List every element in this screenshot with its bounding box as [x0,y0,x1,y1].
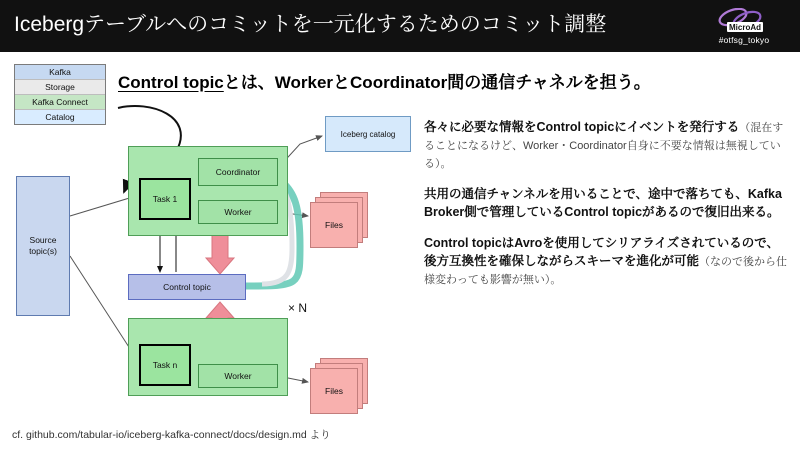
paragraph-1-bold: 各々に必要な情報をControl topicにイベントを発行する [424,120,740,134]
node-control-topic [128,274,246,300]
microad-logo-icon [713,8,775,34]
architecture-diagram [0,96,415,426]
lead-rest: とは、WorkerとCoordinator間の通信チャネルを担う。 [223,73,651,92]
file-card-label: Files [310,368,358,414]
logo-hashtag: #otfsg_tokyo [718,34,770,45]
node-task-1-label: Task 1 [152,194,178,204]
node-iceberg-catalog-label: Iceberg catalog [340,129,396,139]
file-card-label: Files [310,202,358,248]
node-task-n [139,344,191,386]
explanation-column [424,118,788,301]
node-task-1 [139,178,191,220]
node-worker-2-label: Worker [224,371,252,381]
node-source-topics [16,176,70,316]
legend-item-storage: Storage [15,80,105,95]
node-files-2 [310,358,366,412]
paragraph-1-note: （混在することになるけど、Worker・Coordinator自身に不要な情報は無視している）。 [424,122,784,170]
source-reference: cf. github.com/tabular-io/iceberg-kafka-connect/docs/design.md より [12,429,331,441]
lead-underlined: Control topic [118,73,224,92]
paragraph-3 [424,234,788,288]
svg-text:MicroAd: MicroAd [729,22,761,32]
paragraph-1 [424,118,788,172]
page-title: Icebergテーブルへのコミットを一元化するためのコミット調整 [14,13,607,36]
node-control-topic-label: Control topic [163,282,211,292]
slide-header [0,0,800,52]
node-worker-2 [198,364,278,388]
legend-item-kafka-connect: Kafka Connect [15,95,105,110]
node-coordinator-label: Coordinator [215,167,261,177]
node-coordinator [198,158,278,186]
legend-item-kafka: Kafka [15,65,105,80]
node-task-n-label: Task n [152,360,178,370]
node-worker-1-label: Worker [224,207,252,217]
paragraph-3-note: （なので後から仕様変わっても影響が無い）。 [424,256,788,286]
paragraph-2 [424,185,788,221]
replica-multiplier: × N [288,301,308,315]
paragraph-3-bold: Control topicはAvroを使用してシリアライズされているので、後方互換性を確保しながらスキーマを進化が可能 [424,236,780,268]
node-iceberg-catalog [325,116,411,152]
node-worker-1 [198,200,278,224]
paragraph-2-bold: 共用の通信チャンネルを用いることで、途中で落ちても、Kafka Broker側で管理しているControl topicがあるので復旧出来る。 [424,187,782,219]
node-files-1 [310,192,366,246]
node-source-topics-label: Source topic(s) [29,235,57,256]
brand-logo [696,2,792,50]
legend-item-catalog: Catalog [15,110,105,124]
lead-heading [118,68,651,93]
